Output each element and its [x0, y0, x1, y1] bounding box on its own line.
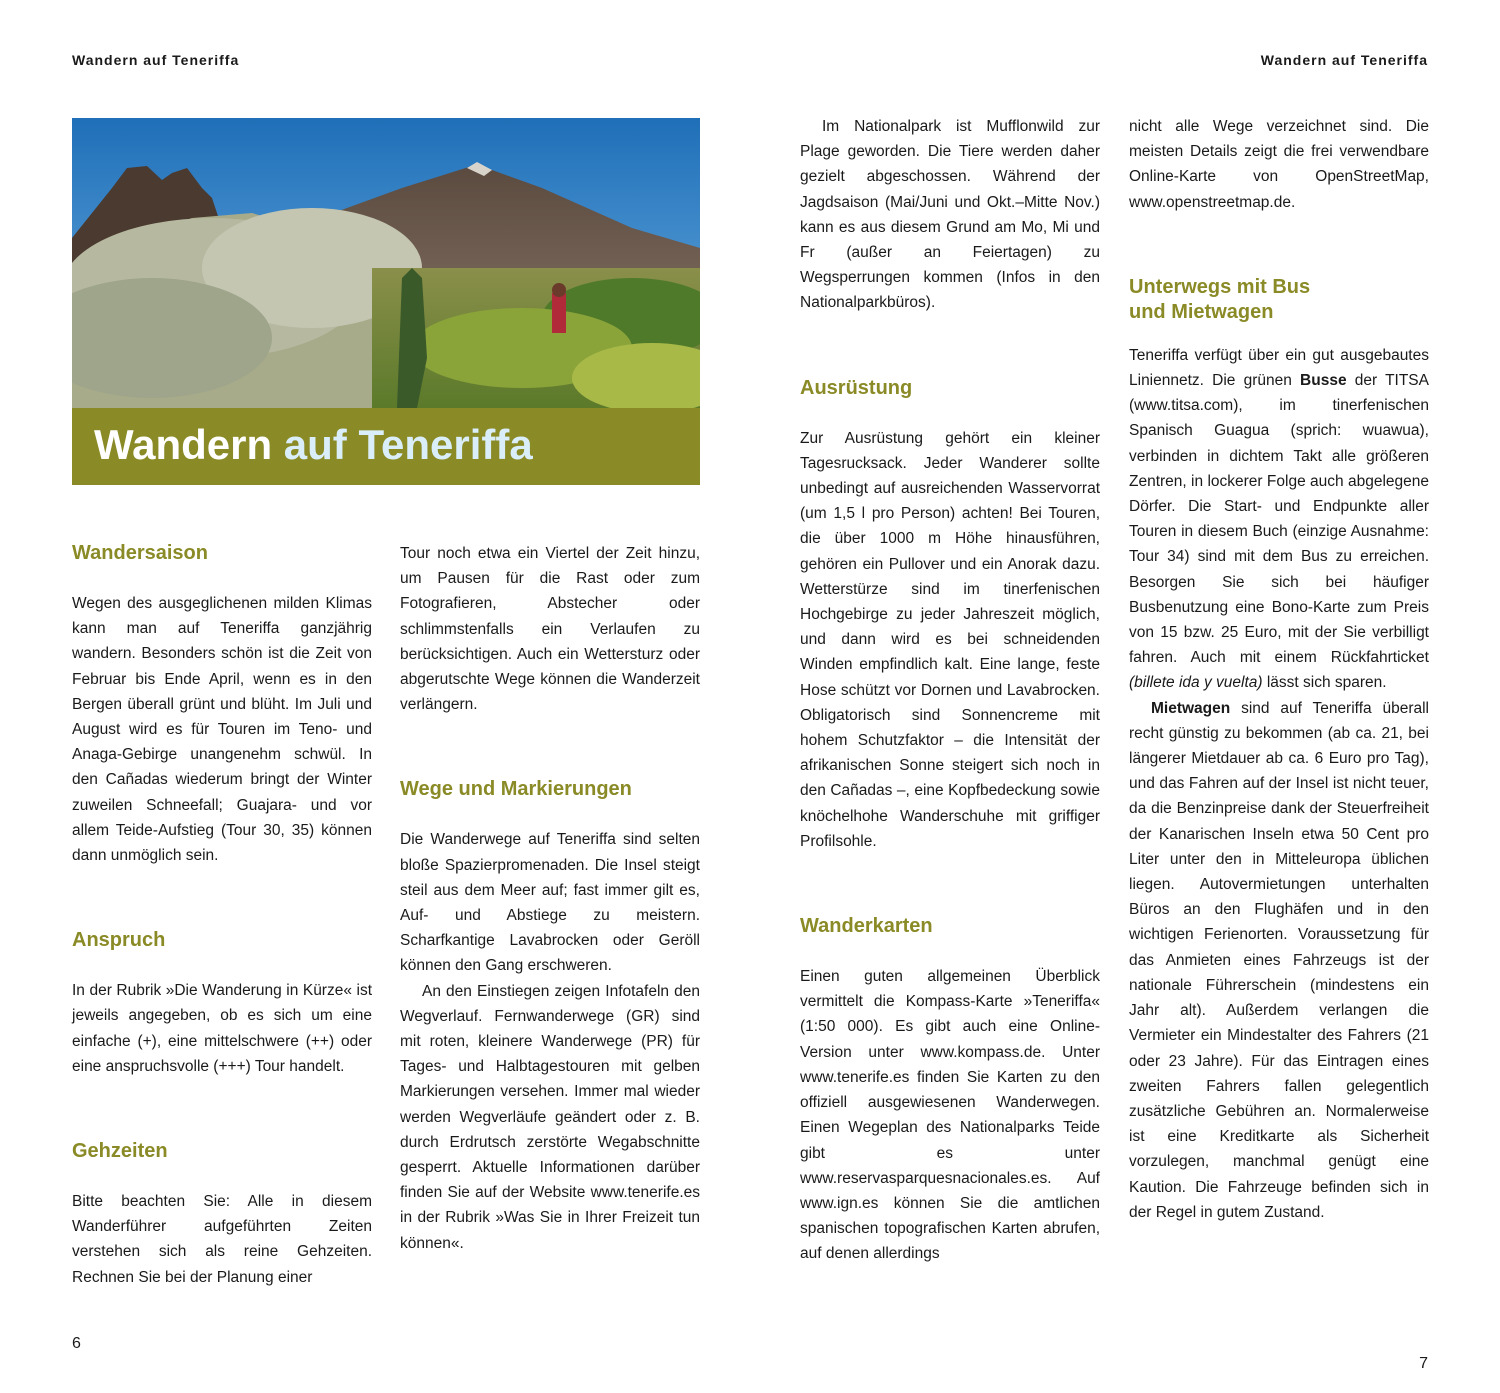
italic-billete: (billete ida y vuelta)	[1129, 674, 1263, 692]
banner-title	[94, 418, 533, 472]
paragraph-wanderkarten-cont: nicht alle Wege verzeichnet sind. Die meisten Details zeigt die frei verwendbare Online-Karte von OpenStreetMap, www.openstreetmap.de.	[1129, 118, 1429, 211]
paragraph-wandersaison: Wegen des ausgeglichenen milden Klimas kann man auf Teneriffa ganzjährig wandern. Besonders schön ist die Zeit von Februar bis Ende April, wenn es in den Bergen überall grünt und blüht. Im Juli und August wird es für Touren im Teno- und Anaga-Gebirge unangenehm schwül. In den Cañadas wiederum bringt der Winter zuweilen Schneefall; Guajara- und vor allem Teide-Aufstieg (Tour 30, 35) können dann unmöglich sein.	[72, 595, 372, 865]
banner-title-part1: Wandern	[94, 421, 273, 468]
hero-photo	[72, 118, 700, 485]
bold-mietwagen: Mietwagen	[1151, 699, 1231, 717]
heading-unterwegs-line1: Unterwegs mit Bus	[1129, 275, 1311, 298]
column-2	[400, 541, 700, 1256]
heading-gehzeiten: Gehzeiten	[72, 1140, 168, 1163]
paragraph-gehzeiten: Bitte beachten Sie: Alle in diesem Wanderführer aufgeführten Zeiten verstehen sich als reine Gehzeiten. Rechnen Sie bei der Planung einer	[72, 1193, 372, 1286]
banner-title-part2: auf Teneriffa	[283, 421, 533, 468]
paragraph-bus: Teneriffa verfügt über ein gut ausgebautes Liniennetz. Die grünen Busse der TITSA (www.titsa.com), im tinerfenischen Spanisch Guagua (sprich: wuawua), verbinden in dichtem Takt alle größeren Zentren, in lockerer Folge auch abgelegene Dörfer. Die Start- und Endpunkte aller Touren in diesem Buch (einzige Ausnahme: Tour 34) sind mit dem Bus zu erreichen. Besorgen Sie sich bei häufiger Busbenutzung eine Bono-Karte zum Preis von 15 bzw. 25 Euro, mit der Sie verbilligt fahren. Auch mit einem Rückfahrticket (billete ida y vuelta) lässt sich sparen.	[1129, 346, 1429, 692]
paragraph-wege-1: Die Wanderwege auf Teneriffa sind selten bloße Spazierpromenaden. Die Insel steigt steil aus dem Meer auf; fast immer gilt es, Auf- und Abstiege zu meistern. Scharfkantige Lavabrocken oder Geröll können den Gang erschweren.	[400, 831, 700, 975]
paragraph-gehzeiten-cont: Tour noch etwa ein Viertel der Zeit hinzu, um Pausen für die Rast oder zum Fotografieren, Abstecher oder schlimmstenfalls ein Verlaufen zu berücksichtigen. Auch ein Wettersturz oder abgerutschte Wege können die Wanderzeit verlängern.	[400, 545, 700, 714]
heading-unterwegs-line2: und Mietwagen	[1129, 300, 1274, 323]
page-number-right: 7	[1419, 1355, 1428, 1372]
paragraph-nationalpark: Im Nationalpark ist Mufflonwild zur Plage geworden. Die Tiere werden daher gezielt abgeschossen. Während der Jagdsaison (Mai/Juni und Okt.–Mitte Nov.) kann es aus diesem Grund am Mo, Mi und Fr (außer an Feiertagen) zu Wegsperrungen kommen (Infos in den Nationalparkbüros).	[800, 118, 1100, 312]
paragraph-wege-2: An den Einstiegen zeigen Infotafeln den Wegverlauf. Fernwanderwege (GR) sind mit roten, kleinere Wanderwege (PR) für Tages- und Halbtagestouren mit gelben Markierungen versehen. Immer mal wieder werden Wegverläufe geändert oder z. B. durch Erdrutsch zerstörte Wegabschnitte gesperrt. Aktuelle Informationen darüber finden Sie auf der Website www.tenerife.es in der Rubrik »Was Sie in Ihrer Freizeit tun können«.	[400, 982, 700, 1252]
heading-unterwegs	[1129, 275, 1429, 325]
paragraph-mietwagen: Mietwagen sind auf Teneriffa überall recht günstig zu bekommen (ab ca. 21, bei längerer Mietdauer ab ca. 6 Euro pro Tag), und das Fahren auf der Insel ist nicht teuer, da die Benzinpreise dank der Steuerfreiheit der Kanarischen Inseln etwa 50 Cent pro Liter unter den in Mitteleuropa üblichen liegen. Autovermietungen unterhalten Büros an den Flughäfen und in den wichtigen Ferienorten. Voraussetzung für das Anmieten eines Fahrzeugs ist der nationale Führerschein (mindestens ein Jahr alt). Außerdem verlangen die Vermieter ein Mindestalter des Fahrers (21 oder 23 Jahre). Für das Eintragen eines zweiten Fahrers fallen gelegentlich zusätzliche Gebühren an. Normalerweise ist eine Kreditkarte als Sicherheit vorzulegen, manchmal genügt eine Kaution. Die Fahrzeuge befinden sich in der Regel in gutem Zustand.	[1129, 699, 1429, 1221]
bold-busse: Busse	[1300, 372, 1347, 390]
column-1	[72, 541, 372, 1290]
page-number-left: 6	[72, 1335, 81, 1352]
heading-anspruch: Anspruch	[72, 929, 166, 952]
heading-wege: Wege und Markierungen	[400, 778, 632, 801]
paragraph-anspruch: In der Rubrik »Die Wanderung in Kürze« ist jeweils angegeben, ob es sich um eine einfache (+), eine mittelschwere (++) oder eine anspruchsvolle (+++) Tour handelt.	[72, 982, 372, 1075]
heading-wandersaison: Wandersaison	[72, 542, 208, 564]
paragraph-wanderkarten: Einen guten allgemeinen Überblick vermittelt die Kompass-Karte »Teneriffa« (1:50 000). Es gibt auch eine Online-Version unter www.kompass.de. Unter www.tenerife.es finden Sie Karten zu den offiziell ausgewiesenen Wanderwegen. Einen Wegeplan des Nationalparks Teide gibt es unter www.reservasparquesnacionales.es. Auf www.ign.es können Sie die amtlichen spanischen topografischen Karten abrufen, auf denen allerdings	[800, 968, 1100, 1263]
running-head-left: Wandern auf Teneriffa	[72, 52, 240, 68]
title-banner	[72, 408, 700, 485]
heading-wanderkarten: Wanderkarten	[800, 915, 933, 938]
heading-ausruestung: Ausrüstung	[800, 376, 913, 399]
column-3	[800, 114, 1100, 1267]
column-4	[1129, 114, 1429, 1225]
paragraph-ausruestung: Zur Ausrüstung gehört ein kleiner Tagesrucksack. Jeder Wanderer sollte unbedingt auf ausreichenden Wasservorrat (um 1,5 l pro Person) achten! Bei Touren, die über 1000 m Höhe hinausführen, gehören ein Pullover und ein Anorak dazu. Wetterstürze sind im tinerfenischen Hochgebirge zu jeder Jahreszeit möglich, und dann wird es bei schneidenden Winden empfindlich kalt. Eine lange, feste Hose schützt vor Dornen und Lavabrocken. Obligatorisch sind Sonnencreme mit hohem Schutzfaktor – die Intensität der afrikanischen Sonne steigert sich noch in den Cañadas –, eine Kopfbedeckung sowie knöchelhohe Wanderschuhe mit griffiger Profilsohle.	[800, 429, 1100, 850]
running-head-right: Wandern auf Teneriffa	[1260, 52, 1428, 68]
landscape-photo	[72, 118, 700, 408]
